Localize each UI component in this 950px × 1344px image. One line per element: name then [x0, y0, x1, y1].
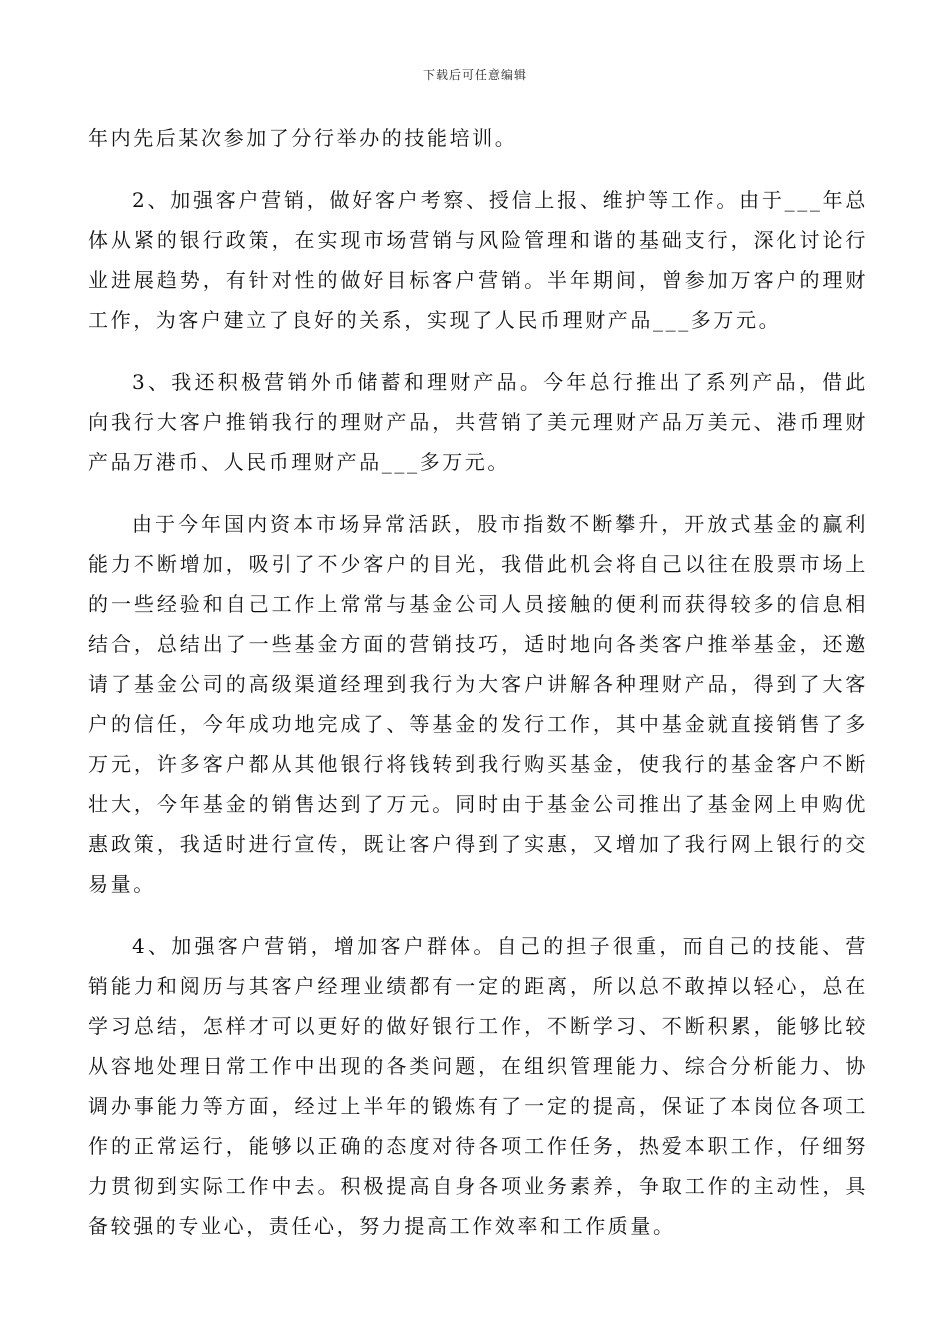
- paragraph-item-4: 4、加强客户营销，增加客户群体。自己的担子很重，而自己的技能、营销能力和阅历与其客户经理业绩都有一定的距离，所以总不敢掉以轻心，总在学习总结，怎样才可以更好的做好银行工作，不断学习、不断积累，能够比较从容地处理日常工作中出现的各类问题，在组织管理能力、综合分析能力、协调办事能力等方面，经过上半年的锻炼有了一定的提高，保证了本岗位各项工作的正常运行，能够以正确的态度对待各项工作任务，热爱本职工作，仔细努力贯彻到实际工作中去。积极提高自身各项业务素养，争取工作的主动性，具备较强的专业心，责任心，努力提高工作效率和工作质量。: [88, 934, 868, 1238]
- paragraph-item-2: 2、加强客户营销，做好客户考察、授信上报、维护等工作。由于___年总体从紧的银行政策，在实现市场营销与风险管理和谐的基础支行，深化讨论行业进展趋势，有针对性的做好目标客户营销。半年期间，曾参加万客户的理财工作，为客户建立了良好的关系，实现了人民币理财产品___多万元。: [88, 188, 868, 332]
- paragraph-item-3: 3、我还积极营销外币储蓄和理财产品。今年总行推出了系列产品，借此向我行大客户推销我行的理财产品，共营销了美元理财产品万美元、港币理财产品万港币、人民币理财产品___多万元。: [88, 370, 868, 474]
- paragraph-fund-marketing: 由于今年国内资本市场异常活跃，股市指数不断攀升，开放式基金的赢利能力不断增加，吸引了不少客户的目光，我借此机会将自己以往在股票市场上的一些经验和自己工作上常常与基金公司人员接触的便利而获得较多的信息相结合，总结出了一些基金方面的营销技巧，适时地向各类客户推举基金，还邀请了基金公司的高级渠道经理到我行为大客户讲解各种理财产品，得到了大客户的信任，今年成功地完成了、等基金的发行工作，其中基金就直接销售了多万元，许多客户都从其他银行将钱转到我行购买基金，使我行的基金客户不断壮大，今年基金的销售达到了万元。同时由于基金公司推出了基金网上申购优惠政策，我适时进行宣传，既让客户得到了实惠，又增加了我行网上银行的交易量。: [88, 512, 868, 896]
- page-header: 下载后可任意编辑: [422, 68, 527, 82]
- document-body: [88, 118, 868, 1268]
- paragraph-continuation: 年内先后某次参加了分行举办的技能培训。: [88, 126, 518, 150]
